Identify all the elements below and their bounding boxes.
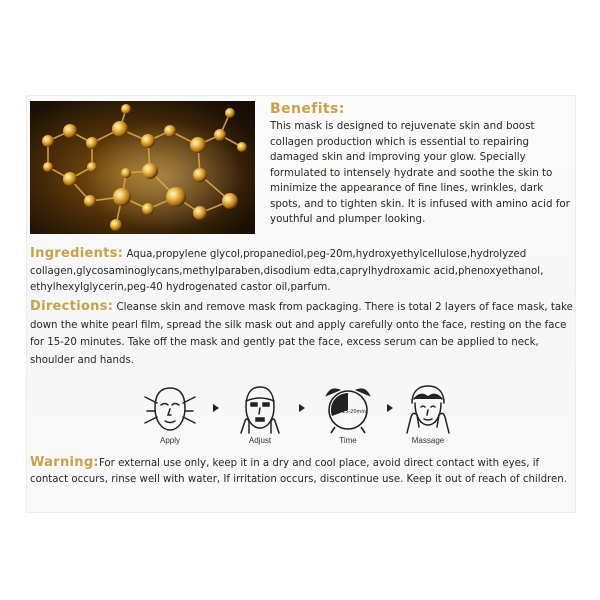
step-label: Apply — [159, 436, 180, 445]
step-adjust — [230, 383, 290, 445]
directions-text: Cleanse skin and remove mask from packaging. There is total 2 layers of face mask, take down the white pearl film, spread the silk mask out and apply carefully onto the face, resting on the face for 15-20 minutes. Take off the mask and gently pat the face, excess serum can be applied to neck, shoulder and hands. — [30, 302, 573, 366]
directions-section — [30, 298, 575, 369]
ingredients-text: Aqua,propylene glycol,propanediol,peg-20m,hydroxyethylcellulose,hydrolyzed collagen,glycosaminoglycans,methylparaben,disodium edta,caprylhydroxamic acid,phenoxyethanol, ethylhexylglycerin,peg-40 hydrogenated castor oil,parfum. — [30, 249, 544, 293]
warning-section — [30, 455, 575, 488]
step-label: Massage — [411, 436, 445, 445]
arrow-right-icon — [212, 403, 220, 413]
benefits-heading: Benefits: — [270, 101, 345, 117]
benefits-text: This mask is designed to rejuvenate skin and boost collagen production which is essential to repairing damaged skin and improving your glow. Specially formulated to intensely hydrate and soothe the skin to minimize the appearance of fine lines, wrinkles, dark spots, and to tighten skin. It is infused with amino acid for youthful and plumper looking. — [270, 120, 570, 225]
arrow-right-icon — [386, 403, 394, 413]
step-label: Time — [339, 436, 357, 445]
face-mask-apply-icon — [141, 383, 199, 435]
ingredients-section — [30, 246, 575, 297]
alarm-clock-icon — [319, 383, 377, 435]
ingredients-heading: Ingredients: — [30, 246, 124, 261]
step-massage — [398, 383, 458, 445]
collagen-molecule-image — [30, 101, 255, 234]
directions-heading: Directions: — [30, 299, 114, 314]
warning-heading: Warning: — [30, 455, 99, 470]
molecule-illustration — [30, 101, 255, 234]
step-apply — [140, 383, 200, 445]
face-massage-icon — [399, 383, 457, 435]
face-mask-adjust-icon — [231, 383, 289, 435]
step-time — [318, 383, 378, 445]
warning-text: For external use only, keep it in a dry and cool place, avoid direct contact with eyes, if contact occurs, rinse well with water, If irritation occurs, discontinue use. Keep it out of reach of children. — [30, 458, 567, 485]
step-label: Adjust — [248, 436, 272, 445]
arrow-right-icon — [298, 403, 306, 413]
clock-text: 15-20min — [342, 409, 366, 415]
